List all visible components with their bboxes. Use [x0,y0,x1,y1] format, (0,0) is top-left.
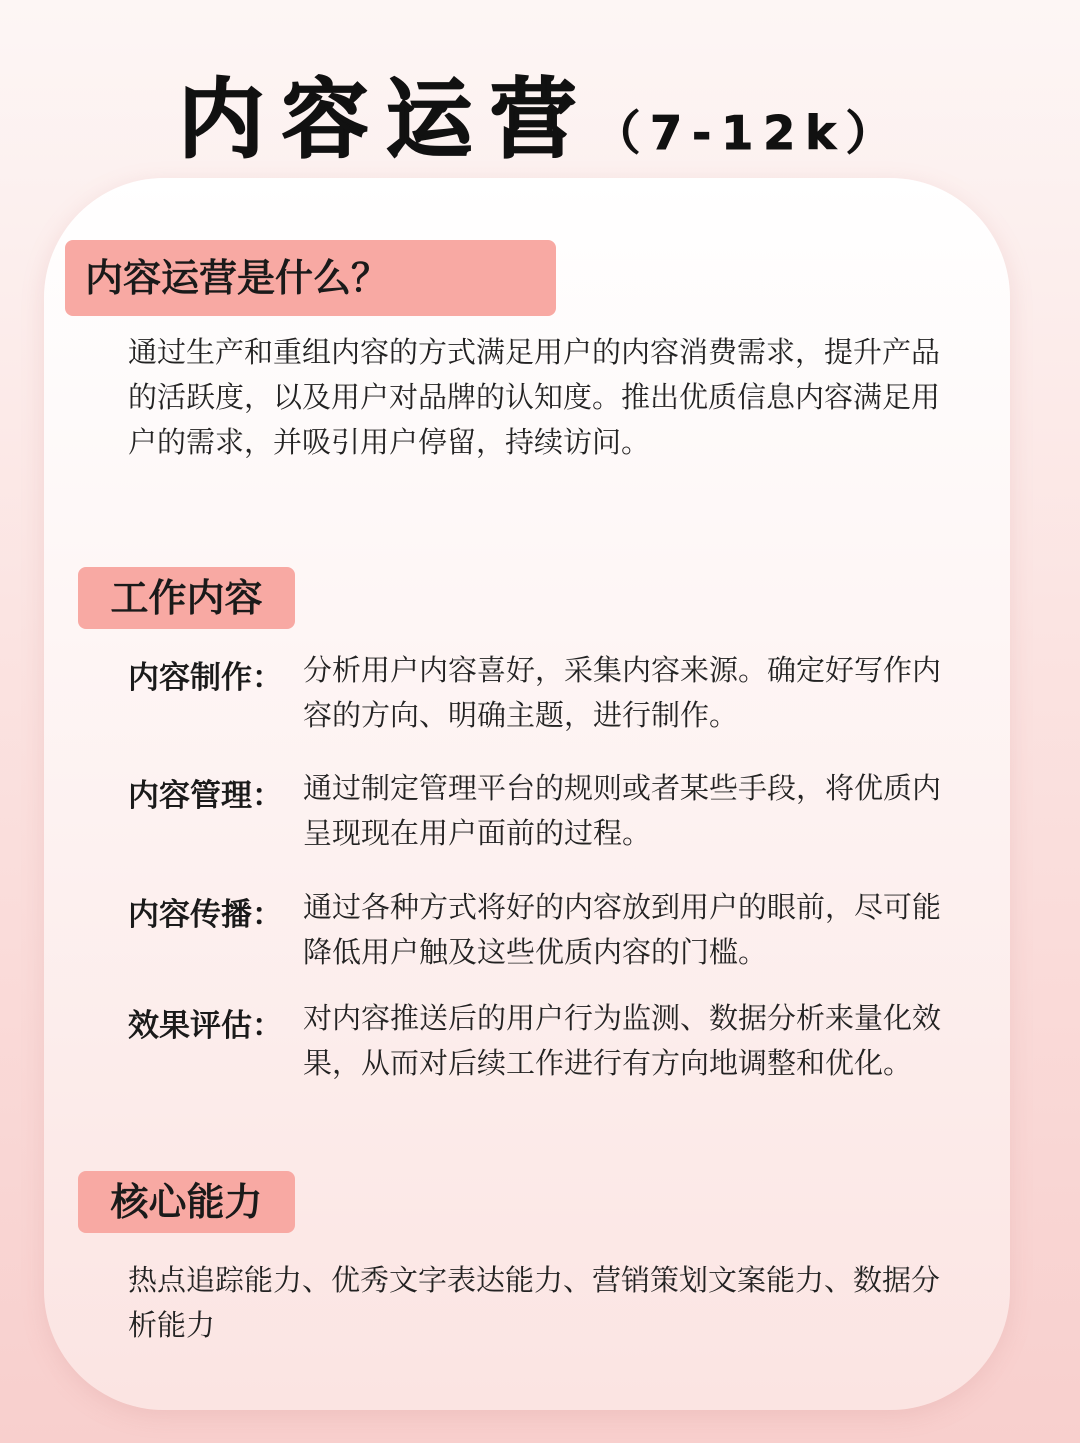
work-item-desc: 分析用户内容喜好，采集内容来源。确定好写作内容的方向、明确主题，进行制作。 [303,653,942,732]
section-text-core: 热点追踪能力、优秀文字表达能力、营销策划文案能力、数据分析能力 [128,1263,941,1342]
work-item-label: 效果评估： [128,1008,283,1044]
work-item-desc: 通过各种方式将好的内容放到用户的眼前，尽可能降低用户触及这些优质内容的门槛。 [303,890,942,969]
work-item-desc: 对内容推送后的用户行为监测、数据分析来量化效果，从而对后续工作进行有方向地调整和优化。 [303,1001,942,1080]
page-title [0,50,1080,174]
work-item-desc: 通过制定管理平台的规则或者某些手段，将优质内呈现现在用户面前的过程。 [303,771,942,850]
work-item-label: 内容传播： [128,897,283,933]
work-item-label: 内容制作： [128,660,283,696]
section-text-what: 通过生产和重组内容的方式满足用户的内容消费需求，提升产品的活跃度，以及用户对品牌的认知度。推出优质信息内容满足用户的需求，并吸引用户停留，持续访问。 [128,335,941,459]
section-heading-work: 工作内容 [78,567,295,629]
section-heading-what: 内容运营是什么？ [65,240,556,316]
page-title-main: 内容运营 [178,70,595,170]
salary-range: （7-12k） [594,106,902,160]
work-item-label: 内容管理： [128,778,283,814]
section-heading-core: 核心能力 [78,1171,295,1233]
